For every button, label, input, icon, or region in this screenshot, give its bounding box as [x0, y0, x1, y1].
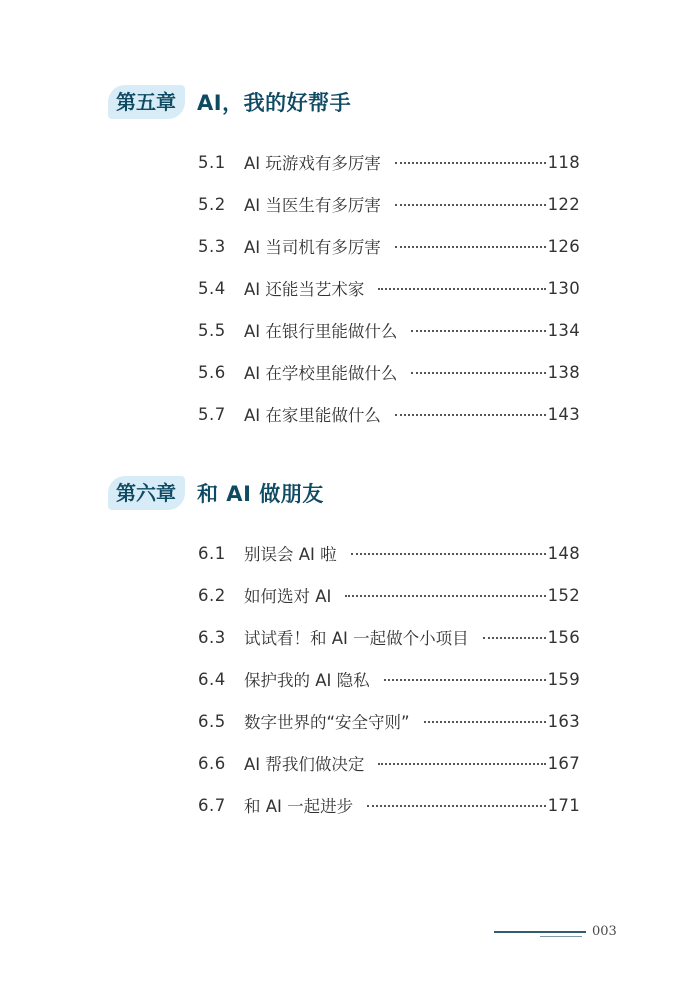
section-title: AI 在银行里能做什么 [244, 322, 398, 341]
page-number: 156 [547, 627, 580, 647]
toc-entry[interactable] [198, 532, 580, 574]
section-number: 6.3 [198, 627, 226, 647]
page-number: 152 [547, 585, 580, 605]
section-number: 5.5 [198, 320, 226, 340]
toc-entry[interactable] [198, 658, 580, 700]
section-title: 和 AI 一起进步 [244, 797, 354, 816]
page-number: 126 [547, 236, 580, 256]
section-number: 5.4 [198, 278, 226, 298]
section-title: AI 帮我们做决定 [244, 755, 365, 774]
dot-leader [351, 553, 546, 555]
dot-leader [395, 246, 546, 248]
section-title: 保护我的 AI 隐私 [244, 671, 370, 690]
dot-leader [424, 721, 546, 723]
footer-rule-short [540, 936, 582, 937]
page-number: 167 [547, 753, 580, 773]
section-title: AI 当司机有多厉害 [244, 238, 381, 257]
section-title: AI 在家里能做什么 [244, 406, 381, 425]
section-number: 5.1 [198, 152, 226, 172]
section-number: 6.4 [198, 669, 226, 689]
page-number: 148 [547, 543, 580, 563]
dot-leader [367, 805, 545, 807]
toc-entry[interactable] [198, 225, 580, 267]
dot-leader [411, 330, 545, 332]
page-number: 138 [547, 362, 580, 382]
chapter-title: 和 AI 做朋友 [197, 482, 324, 506]
toc-entry[interactable] [198, 183, 580, 225]
section-title: AI 当医生有多厉害 [244, 196, 381, 215]
chapter-label: 第六章 [108, 476, 185, 510]
dot-leader [395, 204, 546, 206]
section-number: 5.6 [198, 362, 226, 382]
section-title: 数字世界的“安全守则” [244, 713, 410, 732]
section-title: 如何选对 AI [244, 587, 332, 606]
page-number: 163 [547, 711, 580, 731]
chapter-6-toc [198, 532, 580, 826]
toc-entry[interactable] [198, 267, 580, 309]
section-number: 5.3 [198, 236, 226, 256]
page-number: 171 [547, 795, 580, 815]
page-number: 143 [547, 404, 580, 424]
chapter-6-heading [108, 476, 324, 510]
footer-page-number: 003 [592, 924, 617, 939]
toc-entry[interactable] [198, 700, 580, 742]
chapter-5-toc [198, 141, 580, 435]
dot-leader [378, 288, 545, 290]
dot-leader [411, 372, 545, 374]
page-number: 122 [547, 194, 580, 214]
section-title: 试试看！和 AI 一起做个小项目 [244, 629, 469, 648]
toc-entry[interactable] [198, 574, 580, 616]
toc-entry[interactable] [198, 393, 580, 435]
toc-entry[interactable] [198, 141, 580, 183]
dot-leader [378, 763, 545, 765]
dot-leader [384, 679, 546, 681]
page-number: 118 [547, 152, 580, 172]
section-number: 6.1 [198, 543, 226, 563]
dot-leader [345, 595, 545, 597]
chapter-5-heading [108, 85, 351, 119]
section-title: AI 还能当艺术家 [244, 280, 365, 299]
section-title: AI 在学校里能做什么 [244, 364, 398, 383]
toc-entry[interactable] [198, 351, 580, 393]
section-number: 6.7 [198, 795, 226, 815]
section-number: 5.7 [198, 404, 226, 424]
section-title: 别误会 AI 啦 [244, 545, 337, 564]
section-number: 6.5 [198, 711, 226, 731]
section-title: AI 玩游戏有多厉害 [244, 154, 381, 173]
page-number: 134 [547, 320, 580, 340]
page-footer [494, 924, 624, 944]
section-number: 5.2 [198, 194, 226, 214]
toc-entry[interactable] [198, 309, 580, 351]
chapter-label: 第五章 [108, 85, 185, 119]
toc-entry[interactable] [198, 784, 580, 826]
dot-leader [395, 162, 546, 164]
chapter-title: AI，我的好帮手 [197, 91, 352, 115]
footer-rule [494, 931, 586, 933]
page-number: 130 [547, 278, 580, 298]
toc-entry[interactable] [198, 616, 580, 658]
toc-entry[interactable] [198, 742, 580, 784]
page-number: 159 [547, 669, 580, 689]
section-number: 6.2 [198, 585, 226, 605]
dot-leader [483, 637, 546, 639]
section-number: 6.6 [198, 753, 226, 773]
dot-leader [395, 414, 546, 416]
